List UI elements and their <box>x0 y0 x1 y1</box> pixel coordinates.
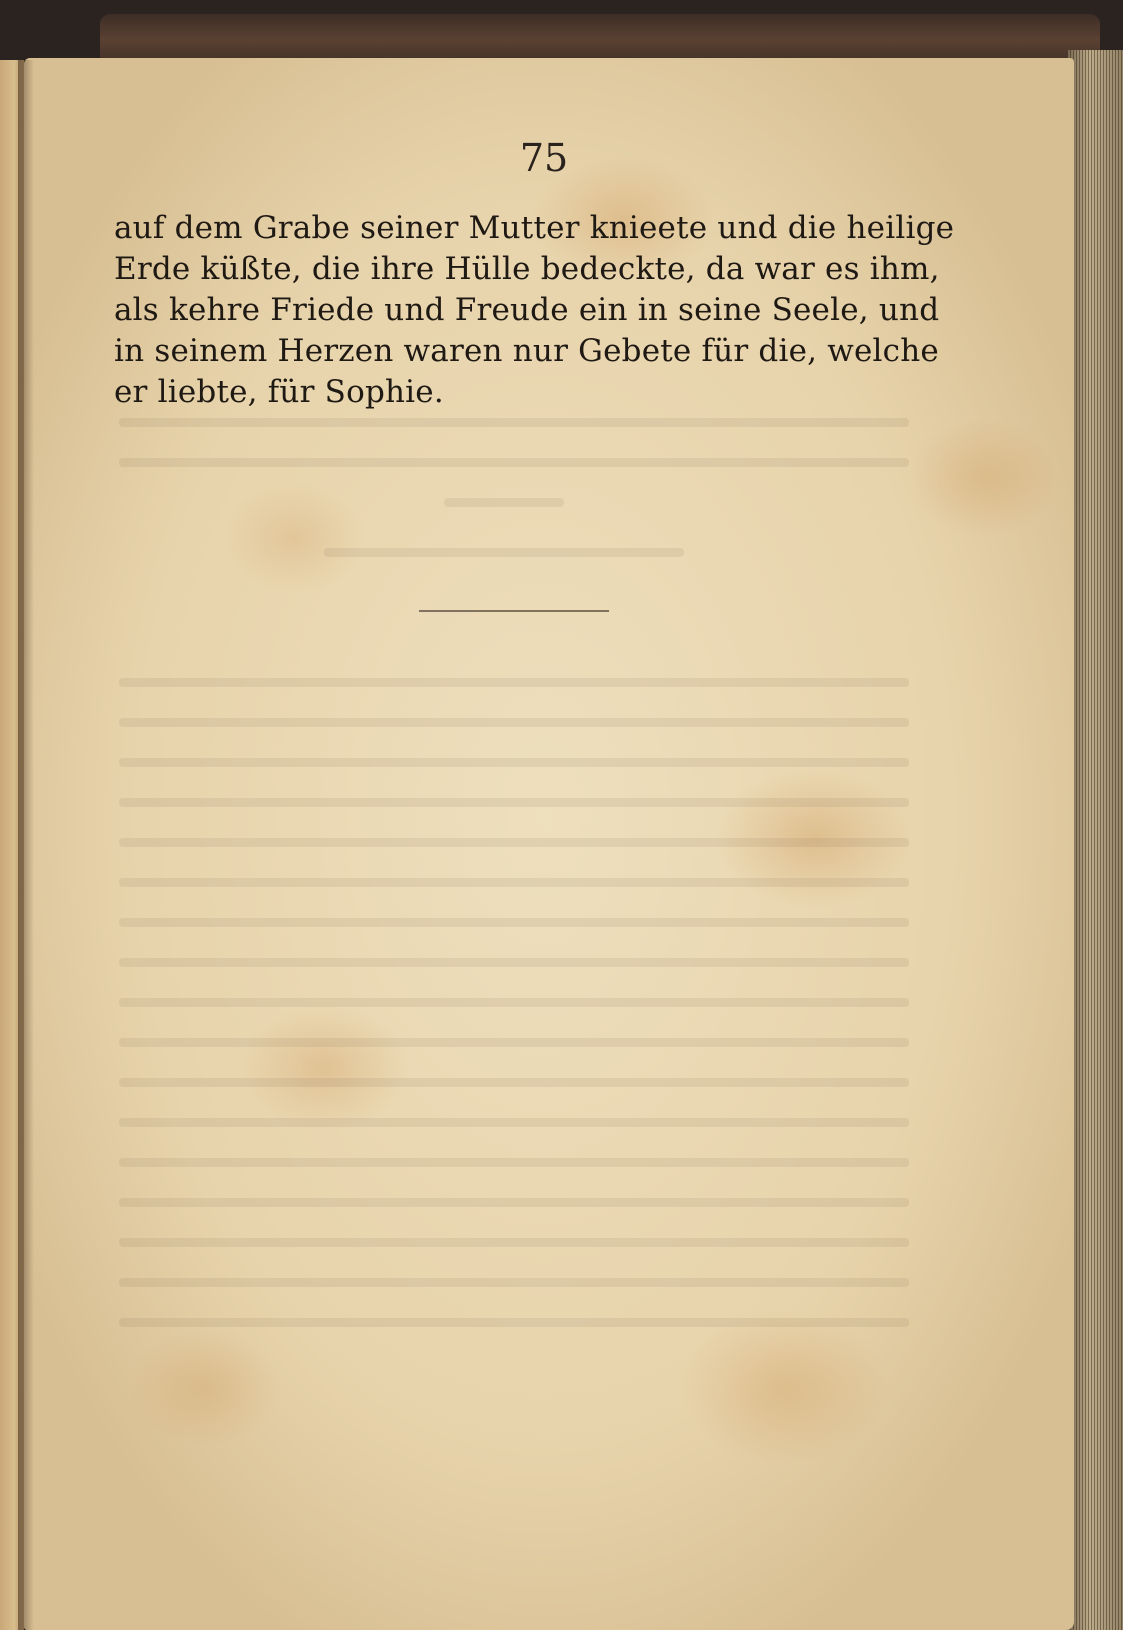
text-line: auf dem Grabe seiner Mutter knieete und die heilige <box>114 210 955 246</box>
show-through-mark <box>119 418 909 427</box>
show-through-mark <box>119 1038 909 1047</box>
show-through-mark <box>119 678 909 687</box>
show-through-mark <box>119 1278 909 1287</box>
text-line: in seinem Herzen waren nur Gebete für die, welche <box>114 333 939 369</box>
show-through-mark <box>119 1158 909 1167</box>
gutter-shadow <box>18 60 34 1630</box>
book-page <box>24 58 1074 1630</box>
show-through-mark <box>119 1118 909 1127</box>
show-through-rule <box>419 610 609 612</box>
body-text <box>114 208 955 413</box>
page-number: 75 <box>519 136 569 180</box>
show-through-mark <box>119 1238 909 1247</box>
show-through-mark <box>444 498 564 507</box>
text-line: Erde küßte, die ihre Hülle bedeckte, da war es ihm, <box>114 251 940 287</box>
show-through-mark <box>119 1078 909 1087</box>
show-through-mark <box>119 758 909 767</box>
show-through-mark <box>119 718 909 727</box>
show-through-mark <box>119 878 909 887</box>
show-through-mark <box>119 998 909 1007</box>
show-through-mark <box>324 548 684 557</box>
page-stack-shadow <box>1068 50 1123 1630</box>
show-through-mark <box>119 458 909 467</box>
text-line: als kehre Friede und Freude ein in seine Seele, und <box>114 292 940 328</box>
text-line: er liebte, für Sophie. <box>114 374 444 410</box>
show-through-mark <box>119 958 909 967</box>
show-through-mark <box>119 1198 909 1207</box>
show-through-mark <box>119 798 909 807</box>
show-through-mark <box>119 838 909 847</box>
show-through-mark <box>119 1318 909 1327</box>
show-through-mark <box>119 918 909 927</box>
